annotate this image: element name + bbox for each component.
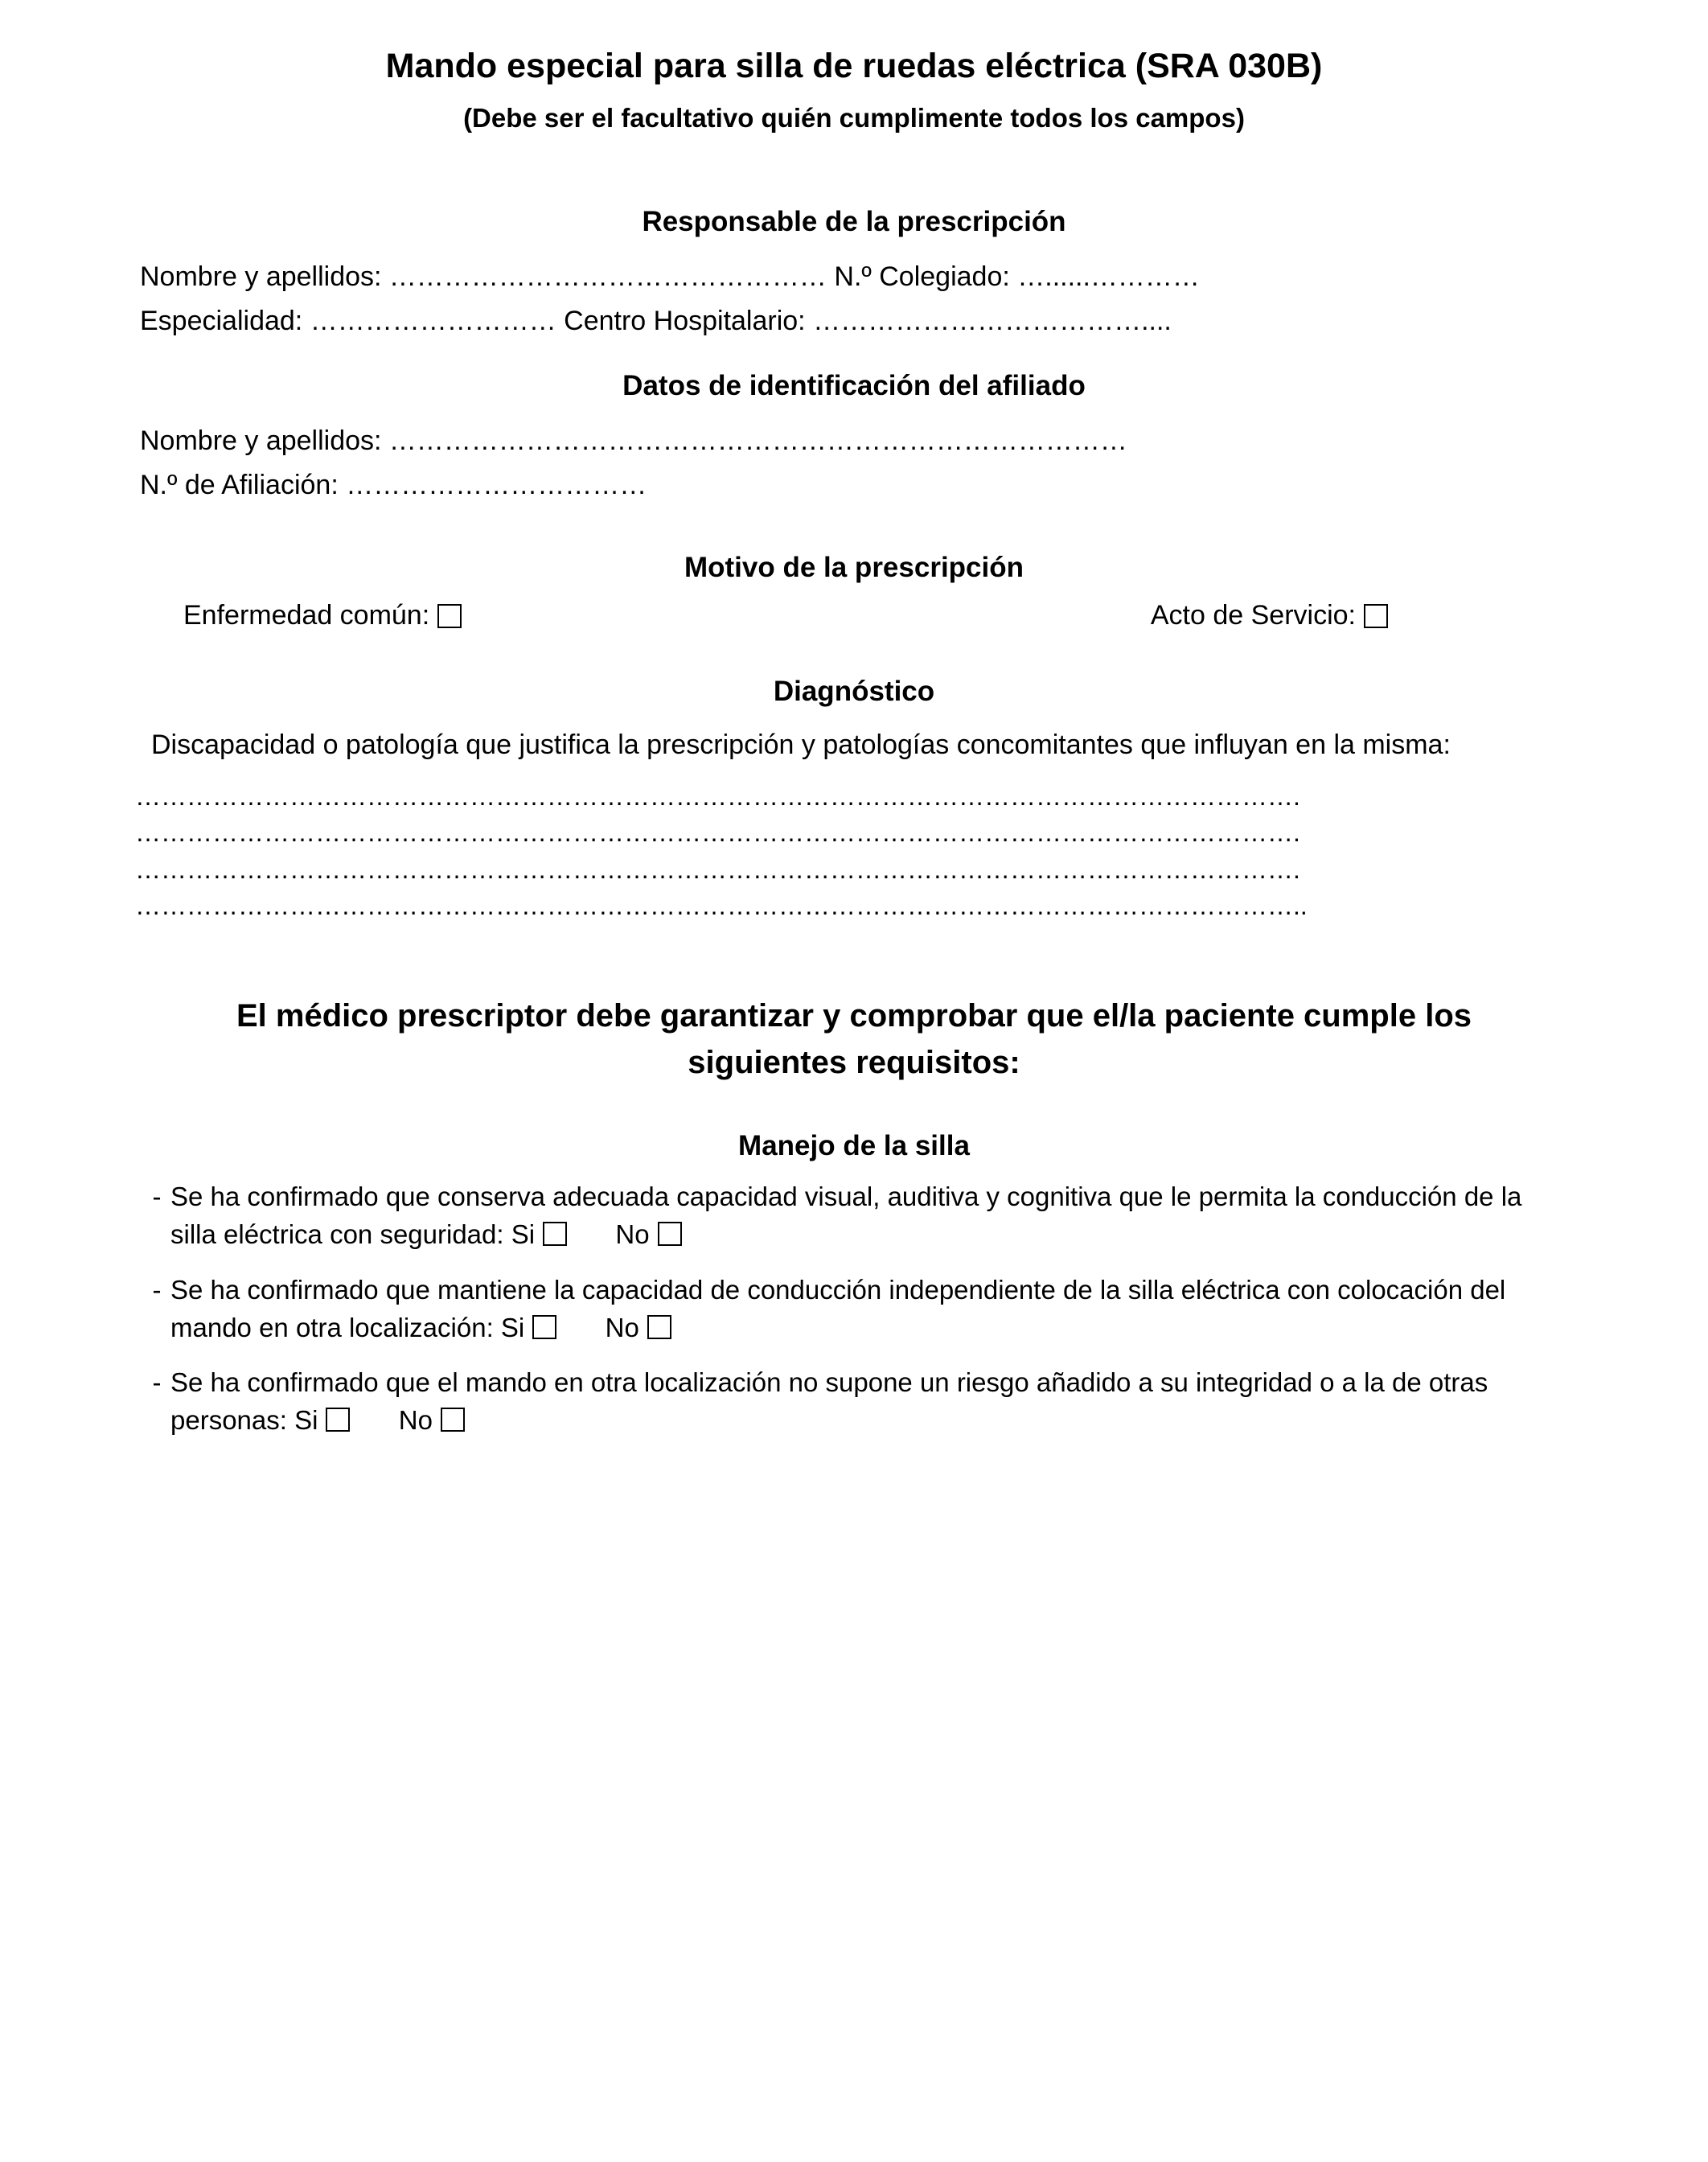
prescriber-specialty-label: Especialidad: xyxy=(140,306,303,337)
diagnosis-write-line[interactable]: ………………………………………………………………………………………………………………………. xyxy=(135,854,1300,884)
list-item xyxy=(135,1178,1573,1254)
reason-options-row xyxy=(135,600,1573,631)
requirement-yes-label: Si xyxy=(294,1405,318,1436)
requirement-no-option[interactable] xyxy=(399,1405,465,1435)
affiliate-number-line xyxy=(135,463,1573,508)
checkbox-icon-service-act[interactable] xyxy=(1364,604,1388,628)
requirement-yes-label: Si xyxy=(511,1219,536,1249)
prescriber-collegiate-label: N.º Colegiado: xyxy=(826,261,1010,292)
requirement-yes-label: Si xyxy=(500,1312,525,1342)
reason-option-service-act[interactable] xyxy=(1151,600,1388,631)
prescriber-name-input[interactable]: ………………………………………… xyxy=(381,261,827,292)
affiliate-name-label: Nombre y apellidos: xyxy=(140,425,382,456)
prescriber-specialty-line xyxy=(135,299,1573,343)
diagnosis-write-line[interactable]: ……………………………………………………………………………………………………………………….. xyxy=(135,891,1308,921)
requirement-no-option[interactable] xyxy=(615,1219,681,1249)
affiliate-name-input[interactable]: ……………………………………………………………………… xyxy=(381,425,1127,456)
diagnosis-instruction: Discapacidad o patología que justifica la prescripción y patologías concomitantes que influyan en la misma: xyxy=(151,729,1451,760)
requirement-text: Se ha confirmado que mantiene la capacidad de conducción independiente de la silla eléctrica con colocación del mando en otra localización: xyxy=(170,1274,1506,1342)
requirement-text: Se ha confirmado que el mando en otra localización no supone un riesgo añadido a su integridad o a la de otras personas: xyxy=(170,1367,1488,1436)
bullet-dash-icon: - xyxy=(152,1274,162,1305)
prescriber-hospital-input[interactable]: ……………………………….... xyxy=(805,306,1172,337)
section-heading-affiliate: Datos de identificación del afiliado xyxy=(622,370,1086,402)
affiliate-number-label: N.º de Afiliación: xyxy=(140,469,339,500)
checkbox-icon-common-illness[interactable] xyxy=(437,604,462,628)
requirement-yes-option[interactable] xyxy=(511,1219,575,1249)
requirement-no-label: No xyxy=(605,1312,639,1342)
requirement-no-option[interactable] xyxy=(606,1313,671,1342)
prescriber-name-line xyxy=(135,255,1573,299)
prescriber-specialty-input[interactable]: ……………………… xyxy=(302,306,556,337)
requirement-no-label: No xyxy=(398,1405,433,1436)
requirement-no-label: No xyxy=(615,1219,650,1249)
prescriber-collegiate-input[interactable]: …......………… xyxy=(1009,261,1200,292)
affiliate-number-input[interactable]: …………………………… xyxy=(338,469,647,500)
page-subtitle: (Debe ser el facultativo quién cumplimente todos los campos) xyxy=(463,102,1245,133)
section-heading-prescriber: Responsable de la prescripción xyxy=(642,206,1066,238)
prescriber-name-label: Nombre y apellidos: xyxy=(140,261,382,292)
requirement-text: Se ha confirmado que conserva adecuada capacidad visual, auditiva y cognitiva que le permita la conducción de la silla eléctrica con seguridad: xyxy=(170,1182,1522,1249)
reason-option-service-act-label: Acto de Servicio: xyxy=(1150,600,1356,631)
checkbox-icon-no[interactable] xyxy=(441,1408,465,1432)
checkbox-icon-yes[interactable] xyxy=(543,1222,567,1246)
requirement-yes-option[interactable] xyxy=(294,1405,358,1435)
bullet-dash-icon: - xyxy=(152,1182,162,1211)
list-item xyxy=(135,1272,1573,1347)
bullet-dash-icon: - xyxy=(152,1367,162,1398)
diagnosis-write-line[interactable]: ………………………………………………………………………………………………………………………. xyxy=(135,781,1300,811)
prescriber-hospital-label: Centro Hospitalario: xyxy=(556,306,806,337)
diagnosis-write-line[interactable]: ………………………………………………………………………………………………………………………. xyxy=(135,818,1300,848)
checkbox-icon-yes[interactable] xyxy=(326,1408,350,1432)
section-heading-diagnosis: Diagnóstico xyxy=(773,676,935,708)
checkbox-icon-no[interactable] xyxy=(658,1222,682,1246)
section-heading-chair-handling: Manejo de la silla xyxy=(738,1129,970,1161)
reason-option-common-illness[interactable] xyxy=(183,600,462,631)
reason-option-common-illness-label: Enfermedad común: xyxy=(183,600,430,631)
requirements-statement: El médico prescriptor debe garantizar y comprobar que el/la paciente cumple los siguientes requisitos: xyxy=(236,997,1472,1080)
list-item xyxy=(135,1364,1573,1440)
requirement-yes-option[interactable] xyxy=(501,1313,565,1342)
page-title: Mando especial para silla de ruedas eléctrica (SRA 030B) xyxy=(385,47,1323,85)
section-heading-reason: Motivo de la prescripción xyxy=(684,551,1024,583)
affiliate-name-line xyxy=(135,419,1573,463)
checkbox-icon-no[interactable] xyxy=(647,1315,671,1339)
checkbox-icon-yes[interactable] xyxy=(532,1315,556,1339)
